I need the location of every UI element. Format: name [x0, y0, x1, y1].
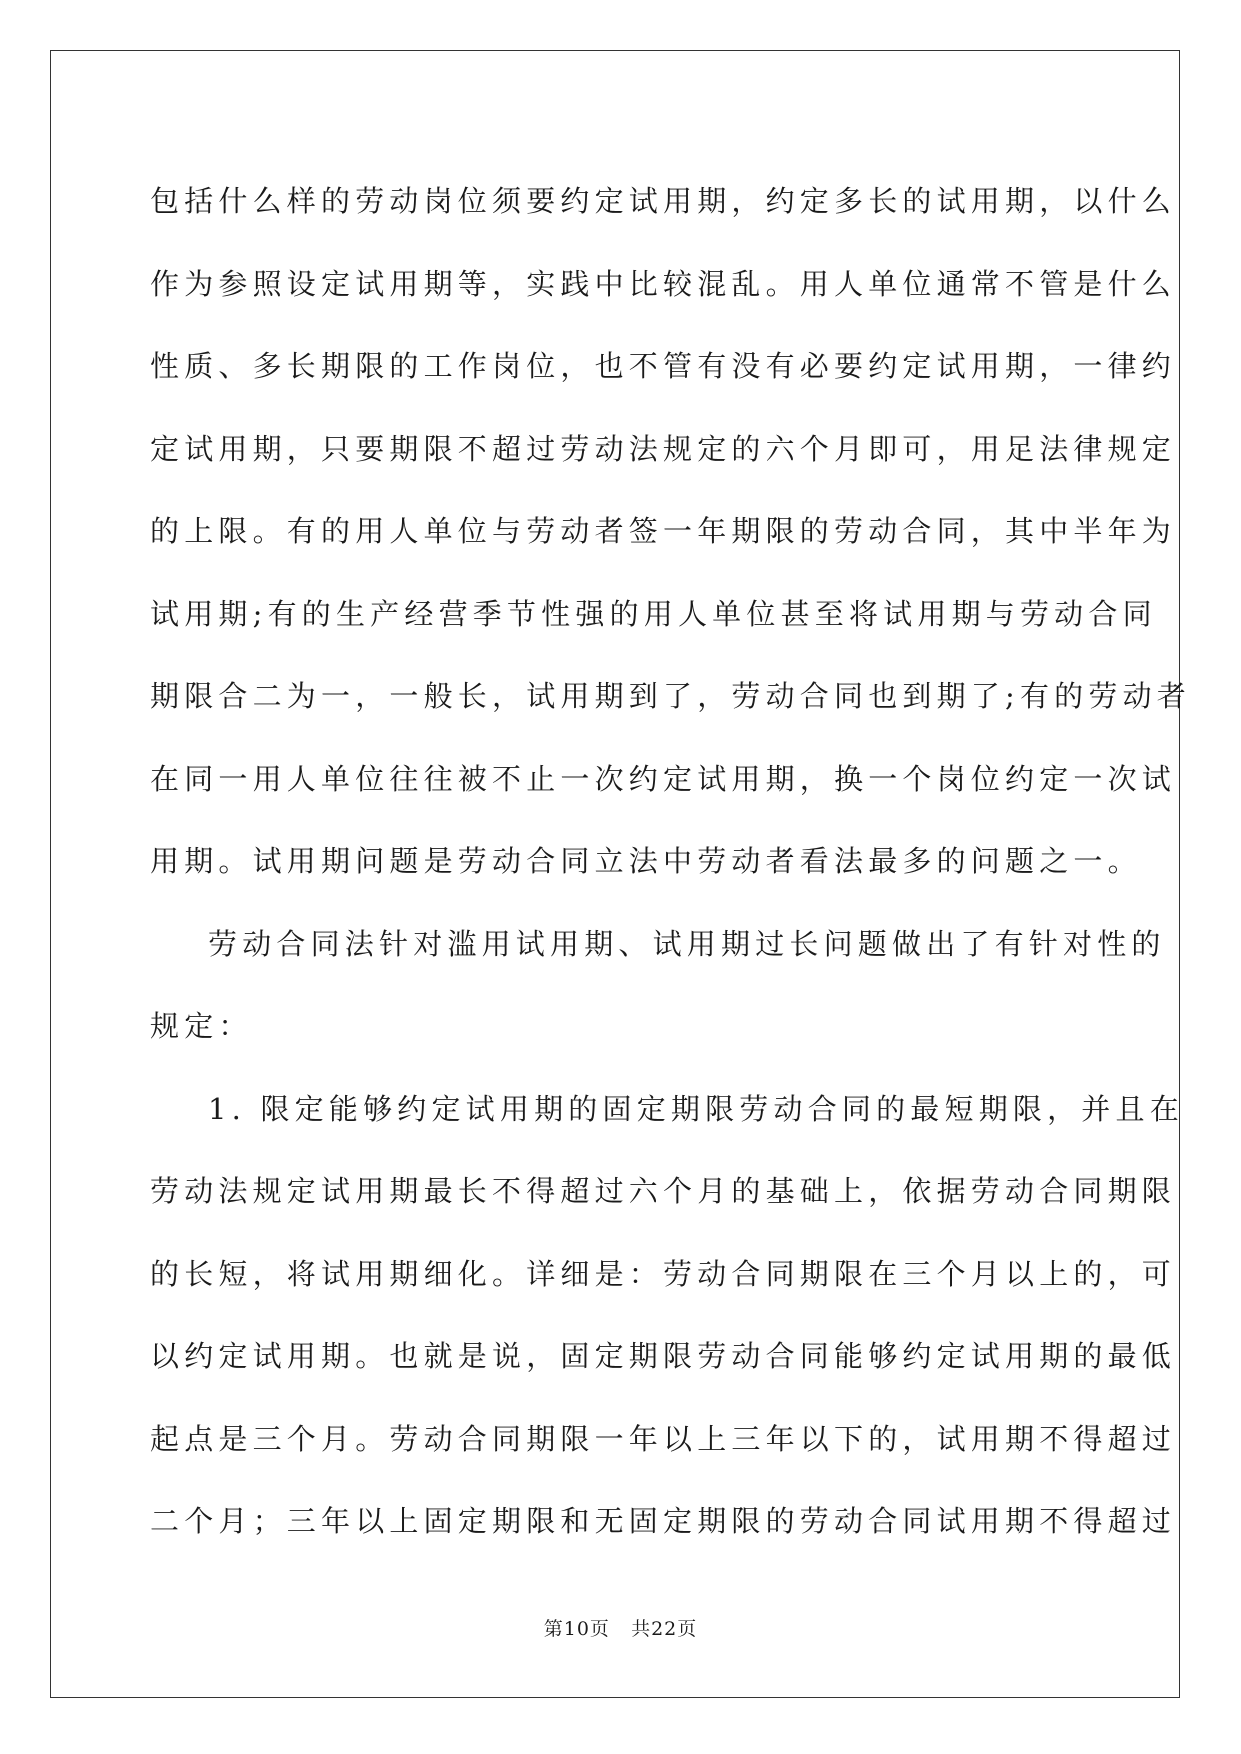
page-footer — [0, 1614, 1241, 1641]
text-line: 包括什么样的劳动岗位须要约定试用期，约定多长的试用期，以什么 — [150, 184, 1177, 218]
total-pages-prefix: 共 — [631, 1618, 652, 1640]
current-page-number: 10 — [563, 1618, 590, 1640]
text-line: 在同一用人单位往往被不止一次约定试用期，换一个岗位约定一次试 — [150, 761, 1177, 796]
total-pages-number: 22 — [651, 1618, 678, 1640]
document-body — [150, 160, 1191, 1563]
paragraph-1 — [150, 160, 1191, 903]
total-pages-suffix: 页 — [677, 1618, 698, 1640]
text-line: 二个月；三年以上固定期限和无固定期限的劳动合同试用期不得超过 — [150, 1504, 1177, 1538]
text-line: 的长短，将试用期细化。详细是：劳动合同期限在三个月以上的，可 — [150, 1256, 1177, 1291]
text-line: 1. 限定能够约定试用期的固定期限劳动合同的最短期限，并且在 — [208, 1091, 1184, 1126]
paragraph-3 — [150, 1068, 1184, 1563]
text-line: 用期。试用期问题是劳动合同立法中劳动者看法最多的问题之一。 — [150, 844, 1142, 878]
text-line: 劳动法规定试用期最长不得超过六个月的基础上，依据劳动合同期限 — [150, 1174, 1177, 1208]
text-line: 的上限。有的用人单位与劳动者签一年期限的劳动合同，其中半年为 — [150, 514, 1177, 548]
text-line: 劳动合同法针对滥用试用期、试用期过长问题做出了有针对性的 — [208, 926, 1166, 961]
page-number-prefix: 第 — [543, 1618, 564, 1640]
text-line: 以约定试用期。也就是说，固定期限劳动合同能够约定试用期的最低 — [150, 1339, 1177, 1373]
text-line: 性质、多长期限的工作岗位，也不管有没有必要约定试用期，一律约 — [150, 349, 1177, 383]
text-line: 规定： — [150, 1009, 253, 1043]
text-line: 作为参照设定试用期等，实践中比较混乱。用人单位通常不管是什么 — [150, 266, 1177, 301]
text-line: 起点是三个月。劳动合同期限一年以上三年以下的，试用期不得超过 — [150, 1421, 1177, 1456]
text-line: 期限合二为一，一般长，试用期到了，劳动合同也到期了;有的劳动者 — [150, 679, 1191, 713]
page-number-suffix: 页 — [589, 1618, 610, 1640]
text-line: 试用期;有的生产经营季节性强的用人单位甚至将试用期与劳动合同 — [150, 596, 1157, 631]
paragraph-2 — [150, 903, 1166, 1068]
text-line: 定试用期，只要期限不超过劳动法规定的六个月即可，用足法律规定 — [150, 431, 1177, 466]
